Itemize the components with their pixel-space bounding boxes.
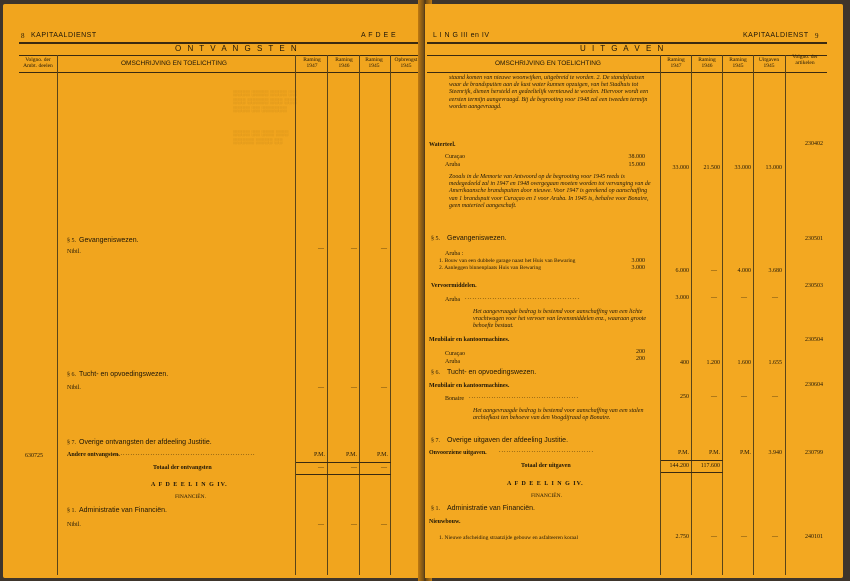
right-running-head: KAPITAALDIENST	[743, 32, 809, 39]
paragraph-brandspuiten: Zooals in de Memorie van Antwoord op de begrooting voor 1945 reeds is medegedeeld zal in 1947 en 1948 overgegaan moeten worden tot vervanging van de Amerikaansche brandspuiten door nieuwe. Voor 1947 is gerekend op aanschaffing van 1 brandspuit voor Curaçao en 1 voor Aruba. In 1945 is, behalve voor Bonaire, geen materieel aangeschaft.	[449, 174, 651, 209]
paragraph-archiefkast: Het aangevraagde bedrag is bestemd voor aanschaffing van een stalen archiefkast ten behoeve van den Voogdijraad op Bonaire.	[473, 408, 644, 422]
sec1-title-r: Administratie van Financiën.	[447, 505, 535, 512]
col-raming1945: Raming 1945	[365, 57, 383, 69]
left-page-number: 8	[21, 32, 25, 40]
sec6-title: Tucht- en opvoedingswezen.	[79, 371, 169, 378]
left-afdeeling-header: A F D E E	[361, 32, 397, 39]
code-240101: 240101	[805, 534, 823, 540]
col-volgno: Volgno. der Ambt. deelen	[23, 57, 53, 69]
vervoermiddelen-label: Vervoermiddelen.	[431, 283, 477, 289]
sec5-title: Gevangeniswezen.	[79, 237, 139, 244]
sec7-title-r: Overige uitgaven der afdeeling Justitie.	[447, 437, 569, 444]
watertcel-label: Waterteel.	[429, 142, 456, 148]
sec6-number: § 6.	[67, 372, 76, 378]
code-630725: 630725	[25, 453, 43, 459]
afdeeling-iv: A F D E E L I N G IV.	[151, 482, 228, 488]
col-uitgaven1945: Uitgaven 1945	[758, 57, 780, 69]
sec5-number: § 5.	[67, 238, 76, 244]
right-page: L I N G III en IV KAPITAALDIENST 9 U I T G A V E N OMSCHRIJVING EN TOELICHTING Raming 1947 Raming 1946 Raming 1945 Uitgaven 1945 Volgno. der artikelen staand komen van nieuwe woonwijken, uitgebreid te worden. 2. De standplaatsen waar de brandspuiten aan de kust water kunnen opzuigen, van het Stadhuis tot Steenrijk, dienen hersteld en gedeeltelijk vernieuwd te worden. Hiervoor wordt een eersten termijn aangevraagd. Bij de begrooting voor 1948 zal een tweeden termijn worden aangevraagd. Waterteel. Curaçao Aruba 38.000 15.000 33.000 21.500 33.000 13.000 230402 Zooals in de Memorie van Antwoord op de begrooting voor 1945 reeds is medegedeeld zal in 1947 en 1948 overgegaan moeten worden tot vervanging van de Amerikaansche brandspuiten door nieuwe. Voor 1947 is gerekend op aanschaffing van 1 brandspuit voor Curaçao en 1 voor Aruba. In 1945 is, behalve voor Bonaire, geen materieel aangeschaft. § 5. Gevangeniswezen. 230501 Aruba : 1. Bouw van een dubbele garage naast het Huis van Bewaring 2. Aanleggen binnenplaats Huis van Bewaring 3.000 3.000 6.000 4.000 3.680 — Vervoermiddelen. 230503 Aruba .............................................. 3.000 — — — Het aangevraagde bedrag is bestemd voor aanschaffing van een lichte vrachtwagen voor het vervoer van levensmiddelen enz., waaraan groote behoefte bestaat. Meubilair en kantoormachines. 230504 Curaçao Aruba 200 200 400 1.200 1.600 1.655 § 6. Tucht- en opvoedingswezen. Meubilair en kantoormachines. 230604 Bonaire ............................................ 250 — — — Het aangevraagde bedrag is bestemd voor aanschaffing van een stalen archiefkast ten behoeve van den Voogdijraad op Bonaire. § 7. Overige uitgaven der afdeeling Justitie. Onvoorziene uitgaven. ...................................... P.M. P.M. P.M. 3.940 230799 Totaal der uitgaven 144.200 117.600 A F D E E L I N G IV. FINANCIËN. § 1. Administratie van Financiën. Nieuwbouw. 1. Nieuwe afscheiding straatzijde gebouw en asfalteeren koraal 2.750 — — — 240101	[425, 4, 843, 578]
sec1-nibil: Nibil.	[67, 522, 81, 528]
code-230402: 230402	[805, 141, 823, 147]
col-raming1946: Raming 1946	[335, 57, 353, 69]
header-rule	[19, 55, 423, 56]
code-230604: 230604	[805, 382, 823, 388]
onvoorziene-uitgaven: Onvoorziene uitgaven.	[429, 450, 487, 456]
col-raming1947: Raming 1947	[303, 57, 321, 69]
nieuwbouw-label: Nieuwbouw.	[429, 519, 461, 525]
sec1-number: § 1.	[67, 508, 76, 514]
financien-heading: FINANCIËN.	[175, 494, 207, 500]
meubilair-label-1: Meubilair en kantoormachines.	[429, 337, 510, 343]
right-page-number: 9	[815, 32, 819, 40]
col-raming1946-r: Raming 1946	[698, 57, 716, 69]
totaal-ontvangsten: Totaal der ontvangsten	[153, 465, 212, 471]
left-page: 8 KAPITAALDIENST A F D E E O N T V A N G S T E N Volgno. der Ambt. deelen OMSCHRIJVING EN TOELICHTING Raming 1947 Raming 1946 Raming 1945 Opbrengst 1945 ░░░░ ░░░░ ░░░░ ░░ ░░░ ░░░░░ ░░░ ░░░ ░░░░ ░░ ░░░░░░ ░░░░ ░░ ░░░ ░░░ ░░░░░ ░░░░ ░░ § 5. Gevangeniswezen. Nibil. — — — § 6. Tucht- en opvoedingswezen. Nibil. — — — § 7. Overige ontvangsten der afdeeling Justitie. 630725 Andere ontvangsten. ......................................................... P.M. P.M. P.M. Totaal der ontvangsten — — — A F D E E L I N G IV. FINANCIËN. § 1. Administratie van Financiën. Nibil. — — —	[3, 4, 423, 578]
sec7-title: Overige ontvangsten der afdeeling Justitie.	[79, 439, 212, 446]
col-raming1947-r: Raming 1947	[667, 57, 685, 69]
bleed-through-text: ░░░░ ░░░░ ░░░░ ░░ ░░░ ░░░░░ ░░░ ░░░ ░░░░ ░░ ░░░░░░ ░░░░ ░░ ░░░ ░░░ ░░░░░ ░░░░ ░░	[233, 91, 298, 145]
meubilair-label-2: Meubilair en kantoormachines.	[429, 383, 510, 389]
col-volgno-r: Volgno. der artikelen	[792, 54, 818, 66]
sec6-nibil: Nibil.	[67, 385, 81, 391]
financien-heading-r: FINANCIËN.	[531, 493, 563, 499]
col-omschrijving: OMSCHRIJVING EN TOELICHTING	[121, 60, 227, 67]
code-230799: 230799	[805, 450, 823, 456]
left-running-head: KAPITAALDIENST	[31, 32, 97, 39]
left-section-title: O N T V A N G S T E N	[175, 44, 299, 53]
sec5-nibil: Nibil.	[67, 249, 81, 255]
header-bottom-rule	[19, 72, 423, 73]
paragraph-vrachtwagen: Het aangevraagde bedrag is bestemd voor aanschaffing van een lichte vrachtwagen voor het vervoer van levensmiddelen enz., waaraan groote behoefte bestaat.	[473, 309, 647, 330]
sec5-title-r: Gevangeniswezen.	[447, 235, 507, 242]
item-afscheiding: 1. Nieuwe afscheiding straatzijde gebouw en asfalteeren koraal	[439, 535, 578, 541]
totaal-uitgaven: Totaal der uitgaven	[521, 463, 571, 469]
sec6-title-r: Tucht- en opvoedingswezen.	[447, 369, 537, 376]
right-section-title: U I T G A V E N	[580, 44, 666, 53]
sec7-number: § 7.	[67, 440, 76, 446]
right-afdeeling-header: L I N G III en IV	[433, 32, 490, 39]
afdeeling-iv-r: A F D E E L I N G IV.	[507, 481, 584, 487]
col-opbrengst: Opbrengst 1945	[394, 57, 418, 69]
col-omschrijving-r: OMSCHRIJVING EN TOELICHTING	[495, 60, 601, 67]
andere-ontvangsten: Andere ontvangsten.	[67, 452, 120, 458]
code-230501: 230501	[805, 236, 823, 242]
code-230503: 230503	[805, 283, 823, 289]
paragraph-standplaatsen: staand komen van nieuwe woonwijken, uitgebreid te worden. 2. De standplaatsen waar de brandspuiten aan de kust water kunnen opzuigen, van het Stadhuis tot Steenrijk, dienen hersteld en gedeeltelijk vernieuwd te worden. Hiervoor wordt een eersten termijn aangevraagd. Bij de begrooting voor 1948 zal een tweeden termijn worden aangevraagd.	[449, 75, 649, 110]
col-raming1945-r: Raming 1945	[729, 57, 747, 69]
sec1-title: Administratie van Financiën.	[79, 507, 167, 514]
code-230504: 230504	[805, 337, 823, 343]
